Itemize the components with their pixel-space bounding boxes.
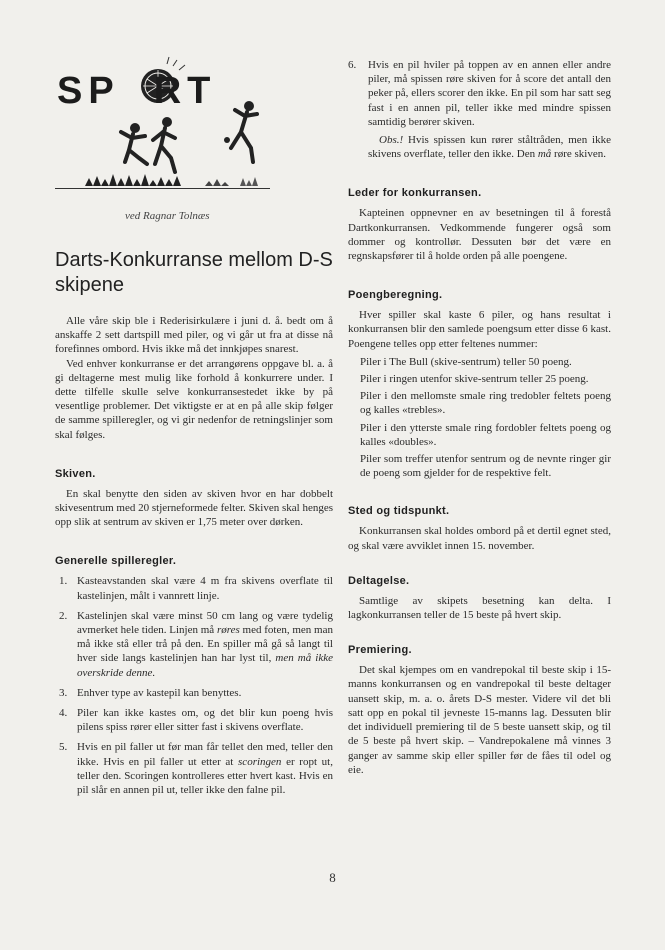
rule-number: 2. [59,609,68,622]
rule-emphasis: men må ikke overskride denne. [77,652,333,679]
rule-item-1 [55,574,333,602]
leder-text: Kapteinen oppnevner en av besetningen til å forestå Dartkonkurransen. Vedkommende fungerer også som dommer og kontrollør. Dessuten bør det være en regnskapsfører til å holde orden på alle poengene. [348,207,611,263]
rule-number: 1. [59,575,68,588]
skiven-text: En skal benytte den siden av skiven hvor en har dobbelt skivesentrum med 20 stjerneformede felter. Skiven skal henges opp slik at sentrum av skiven er 1,75 meter over dørken. [55,487,333,529]
byline: ved Ragnar Tolnæs [125,210,210,222]
rules-list [55,574,333,797]
rule-text: Hvis en pil faller ut før man får tellet den med, teller den ikke. Hvis en pil faller ut etter at [77,741,333,768]
sport-logo [55,52,270,192]
deltagelse-text: Samtlige av skipets besetning kan delta. I lagkonkurransen teller de 15 beste på hvert skip. [348,594,611,622]
logo-underline [55,188,270,189]
rule-number: 3. [59,686,68,699]
rule-text: Piler kan ikke kastes om, og det blir kun poeng hvis pilens spiss rører eller sitter fast i skivens overflate. [77,707,333,734]
rule-text: Hvis en pil hviler på toppen av en annen eller andre piler, må spissen røre skiven for å score det antall den peker på, ellers scorer den ikke. En pil som har satt seg fast i en annen pil, teller ikke med mindre spissen samtidig berører skiven. [368,59,611,128]
sted-text: Konkurransen skal holdes ombord på et dertil egnet sted, og skal være avviklet innen 15. november. [348,525,611,552]
premiering-heading: Premiering. [348,644,412,657]
premiering-text: Det skal kjempes om en vandrepokal til beste skip i 15-manns konkurransen og en vandrepokal til beste deltager uansett skip, m. a. o. årets D-S mester. Videre vil det bli satt opp en pokal til jevneste 15-manns lag. Dessuten blir det individuell premiering til de 5 beste uansett skip, og til de 5 beste på hvert skip. – Vandrepokalene må vinnes 3 ganger av samme skip eller spiller før de fåes til odel og eie. [348,664,611,776]
points-item: Piler i den ytterste smale ring fordobler feltets poeng og kalles «doubles». [360,421,611,448]
points-item: Piler i den mellomste smale ring tredobler feltets poeng og kalles «trebles». [360,390,611,417]
right-column [348,58,611,777]
points-item: Piler i ringen utenfor skive-sentrum teller 25 poeng. [360,373,589,386]
rule-number: 6. [348,59,357,71]
wordmark-right: RT [153,70,217,112]
wordmark-left: SP [57,70,120,112]
points-section [348,308,611,480]
rule-text: Enhver type av kastepil kan benyttes. [77,686,242,699]
left-column [55,52,333,803]
poeng-text: Hver spiller skal kaste 6 piler, og hans resultat i konkurransen blir den samlede poengsum etter disse 6 kast. Poengene telles opp etter feltenes nummer: [348,309,611,350]
points-item: Piler som treffer utenfor sentrum og de nevnte ringer gir de poeng som gjelder for de respektive felt. [360,453,611,480]
rule-number: 5. [59,741,68,754]
rule-item-6 [348,58,611,129]
intro-paragraph-2: Ved enhver konkurranse er det arrangørens oppgave bl. a. å gi deltagerne mest mulig like forhold å konkurrere under. I dette tilfelle skulle selve konkurransestedet ikke by på vesentlige problemer. Det viktigste er at en på alle skip følger de samme spilleregler, og vi gir nedenfor de retningslinjer som skal følges. [55,357,333,441]
obs-label: Obs.! [379,134,404,147]
rules-heading: Generelle spilleregler. [55,555,177,568]
article-title: Darts-Konkurranse mellom D-S skipene [55,249,333,296]
rule-item-3 [55,686,333,700]
rule-emphasis: røres [216,624,240,637]
obs-note [348,133,611,161]
obs-text: røre skiven. [551,148,606,161]
rule-emphasis: scoringen [238,755,282,768]
obs-text: Hvis spissen kun rører ståltråden, men ikke skivens overflate, teller den ikke. Den [368,134,611,161]
sted-heading: Sted og tidspunkt. [348,505,450,518]
leder-heading: Leder for konkurransen. [348,187,482,200]
rule-text: Kastelinjen skal være minst 50 cm lang og være tydelig avmerket hele tiden. Linjen må [77,609,333,637]
rule-number: 4. [59,707,68,720]
obs-emphasis: må [537,148,552,161]
skiven-heading: Skiven. [55,467,96,480]
page-number: 8 [329,870,336,885]
rule-item-2 [55,609,333,680]
points-item: Piler i The Bull (skive-sentrum) teller 50 poeng. [360,355,572,368]
rule-text: Kasteavstanden skal være 4 m fra skivens overflate til kastelinjen, målt i vannrett linje. [77,575,333,602]
poeng-heading: Poengberegning. [348,289,443,302]
rule-item-4 [55,706,333,734]
rule-item-5 [55,740,333,797]
deltagelse-heading: Deltagelse. [348,574,410,587]
intro-paragraph-1: Alle våre skip ble i Rederisirkulære i juni d. å. bedt om å anskaffe 2 sett dartspill med piler, og vi går ut fra at disse nå forefinnes ombord. Hvis ikke må det innkjøpes snarest. [55,315,333,356]
sport-wordmark [57,70,216,113]
rule-text: med foten, men man må ikke stå eller trå på den. En spiller må gå så langt til hver side langs kastelinjen han har lyst til, [77,624,333,665]
rule-text: er ropt ut, teller den. Scoringen kontrolleres etter hvert kast. Hvis en pil slår en annen pil ut, teller ikke den falne pil. [77,755,333,797]
